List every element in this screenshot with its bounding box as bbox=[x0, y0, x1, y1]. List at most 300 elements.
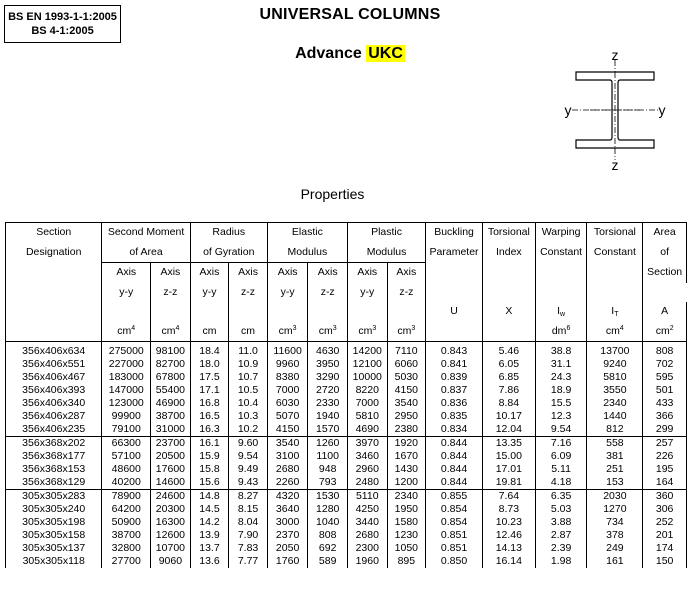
table-cell: 147000 bbox=[102, 384, 151, 397]
hdr-radius-2: of Gyration bbox=[190, 243, 267, 263]
table-cell: 16300 bbox=[151, 516, 191, 529]
table-cell: 9060 bbox=[151, 555, 191, 568]
table-cell: 9.43 bbox=[229, 476, 268, 490]
table-cell: 7.16 bbox=[535, 437, 587, 451]
table-cell: 66300 bbox=[102, 437, 151, 451]
hdr-torsional-constant-1: Torsional bbox=[587, 223, 643, 243]
table-cell: 24.3 bbox=[535, 371, 587, 384]
hdr-axis: Axis bbox=[308, 263, 348, 283]
table-cell: 5810 bbox=[587, 371, 643, 384]
table-cell: 4690 bbox=[347, 423, 387, 437]
hdr-sym-it: $I_T$ bbox=[587, 302, 643, 322]
table-cell: 1530 bbox=[308, 490, 348, 504]
standard-line-2: BS 4-1:2005 bbox=[31, 25, 94, 37]
hdr-area-3: Section bbox=[643, 263, 687, 283]
table-cell: 1040 bbox=[308, 516, 348, 529]
table-cell: 10.3 bbox=[229, 410, 268, 423]
table-cell: 10000 bbox=[347, 371, 387, 384]
table-cell: 17.1 bbox=[190, 384, 229, 397]
unit-cm4: $cm^4$ bbox=[587, 322, 643, 342]
table-cell: 11.0 bbox=[229, 342, 268, 359]
table-cell: 98100 bbox=[151, 342, 191, 359]
table-cell: 0.844 bbox=[426, 437, 483, 451]
header-row-2 bbox=[6, 243, 687, 263]
table-cell: 1960 bbox=[347, 555, 387, 568]
table-cell: 257 bbox=[643, 437, 687, 451]
table-cell: 14.5 bbox=[190, 503, 229, 516]
table-cell: 1760 bbox=[267, 555, 308, 568]
table-cell: 14200 bbox=[347, 342, 387, 359]
subtitle-highlight: UKC bbox=[368, 45, 403, 62]
table-cell: 10.23 bbox=[482, 516, 535, 529]
table-cell: 0.836 bbox=[426, 397, 483, 410]
table-cell: 31000 bbox=[151, 423, 191, 437]
table-cell: 3460 bbox=[347, 450, 387, 463]
table-cell: 0.843 bbox=[426, 342, 483, 359]
unit-cm4: $cm^4$ bbox=[102, 322, 151, 342]
hdr-buckling-2: Parameter bbox=[426, 243, 483, 263]
hdr-area-1: Area bbox=[643, 223, 687, 243]
hdr-buckling-1: Buckling bbox=[426, 223, 483, 243]
table-cell: 6.09 bbox=[535, 450, 587, 463]
y-right-label: y bbox=[658, 102, 666, 118]
table-cell: 12.04 bbox=[482, 423, 535, 437]
hdr-axis: Axis bbox=[267, 263, 308, 283]
table-cell: 0.841 bbox=[426, 358, 483, 371]
section-designation-cell: 305x305x283 bbox=[6, 490, 102, 504]
table-cell: 2340 bbox=[587, 397, 643, 410]
section-designation-cell: 356x368x177 bbox=[6, 450, 102, 463]
section-designation-cell: 356x406x551 bbox=[6, 358, 102, 371]
table-cell: 17.01 bbox=[482, 463, 535, 476]
table-cell: 64200 bbox=[102, 503, 151, 516]
table-cell: 8.15 bbox=[229, 503, 268, 516]
table-cell: 7.64 bbox=[482, 490, 535, 504]
header-row-3 bbox=[6, 263, 687, 283]
table-cell: 1940 bbox=[308, 410, 348, 423]
table-cell: 13.9 bbox=[190, 529, 229, 542]
section-designation-cell: 356x406x467 bbox=[6, 371, 102, 384]
table-cell: 12100 bbox=[347, 358, 387, 371]
table-cell: 0.850 bbox=[426, 555, 483, 568]
page-title: UNIVERSAL COLUMNS bbox=[259, 6, 441, 23]
table-cell: 13.35 bbox=[482, 437, 535, 451]
section-designation-cell: 356x406x393 bbox=[6, 384, 102, 397]
table-cell: 15.8 bbox=[190, 463, 229, 476]
table-cell: 5.11 bbox=[535, 463, 587, 476]
table-cell: 0.844 bbox=[426, 450, 483, 463]
table-cell: 2720 bbox=[308, 384, 348, 397]
table-row bbox=[6, 358, 687, 371]
table-cell: 174 bbox=[643, 542, 687, 555]
table-cell: 3970 bbox=[347, 437, 387, 451]
table-cell: 9.54 bbox=[229, 450, 268, 463]
section-designation-cell: 305x305x198 bbox=[6, 516, 102, 529]
table-cell: 20300 bbox=[151, 503, 191, 516]
table-cell: 2.39 bbox=[535, 542, 587, 555]
table-cell: 13.7 bbox=[190, 542, 229, 555]
table-row bbox=[6, 450, 687, 463]
table-cell: 7000 bbox=[267, 384, 308, 397]
table-cell: 3.88 bbox=[535, 516, 587, 529]
hdr-axis: Axis bbox=[347, 263, 387, 283]
table-cell: 183000 bbox=[102, 371, 151, 384]
hdr-torsional-index-1: Torsional bbox=[482, 223, 535, 243]
hdr-yy: y-y bbox=[267, 283, 308, 303]
table-cell: 15.00 bbox=[482, 450, 535, 463]
table-cell: 9.49 bbox=[229, 463, 268, 476]
hdr-zz: z-z bbox=[151, 283, 191, 303]
properties-table bbox=[5, 222, 687, 568]
unit-cm3: $cm^3$ bbox=[267, 322, 308, 342]
table-cell: 9.60 bbox=[229, 437, 268, 451]
properties-label: Properties bbox=[300, 186, 365, 202]
table-cell: 1920 bbox=[387, 437, 426, 451]
table-cell: 5110 bbox=[347, 490, 387, 504]
table-cell: 8380 bbox=[267, 371, 308, 384]
table-cell: 0.851 bbox=[426, 542, 483, 555]
table-cell: 1570 bbox=[308, 423, 348, 437]
hdr-yy: y-y bbox=[102, 283, 151, 303]
unit-cm4: $cm^4$ bbox=[151, 322, 191, 342]
table-cell: 10.9 bbox=[229, 358, 268, 371]
table-cell: 2.87 bbox=[535, 529, 587, 542]
hdr-sym-a: A bbox=[643, 302, 687, 322]
table-cell: 6.05 bbox=[482, 358, 535, 371]
table-cell: 8.27 bbox=[229, 490, 268, 504]
table-cell: 82700 bbox=[151, 358, 191, 371]
table-cell: 948 bbox=[308, 463, 348, 476]
table-cell: 78900 bbox=[102, 490, 151, 504]
table-cell: 10.2 bbox=[229, 423, 268, 437]
table-cell: 6.35 bbox=[535, 490, 587, 504]
table-cell: 6060 bbox=[387, 358, 426, 371]
table-cell: 67800 bbox=[151, 371, 191, 384]
table-cell: 50900 bbox=[102, 516, 151, 529]
section-designation-cell: 305x305x240 bbox=[6, 503, 102, 516]
table-row bbox=[6, 397, 687, 410]
table-cell: 7.83 bbox=[229, 542, 268, 555]
table-row bbox=[6, 342, 687, 359]
table-cell: 5070 bbox=[267, 410, 308, 423]
section-designation-cell: 356x406x634 bbox=[6, 342, 102, 359]
table-cell: 3950 bbox=[308, 358, 348, 371]
table-cell: 3640 bbox=[267, 503, 308, 516]
table-cell: 501 bbox=[643, 384, 687, 397]
table-cell: 14.2 bbox=[190, 516, 229, 529]
table-cell: 3440 bbox=[347, 516, 387, 529]
table-cell: 6.85 bbox=[482, 371, 535, 384]
table-cell: 0.851 bbox=[426, 529, 483, 542]
table-cell: 9.54 bbox=[535, 423, 587, 437]
y-left-label: y bbox=[564, 102, 572, 118]
hdr-axis: Axis bbox=[102, 263, 151, 283]
table-cell: 3550 bbox=[587, 384, 643, 397]
table-cell: 7.77 bbox=[229, 555, 268, 568]
table-cell: 38700 bbox=[151, 410, 191, 423]
table-cell: 8.73 bbox=[482, 503, 535, 516]
table-cell: 17600 bbox=[151, 463, 191, 476]
table-cell: 12.46 bbox=[482, 529, 535, 542]
table-cell: 10.4 bbox=[229, 397, 268, 410]
section-designation-cell: 305x305x118 bbox=[6, 555, 102, 568]
table-cell: 7.86 bbox=[482, 384, 535, 397]
table-cell: 378 bbox=[587, 529, 643, 542]
table-cell: 7.90 bbox=[229, 529, 268, 542]
table-cell: 2680 bbox=[347, 529, 387, 542]
table-cell: 249 bbox=[587, 542, 643, 555]
table-cell: 702 bbox=[643, 358, 687, 371]
table-cell: 16.3 bbox=[190, 423, 229, 437]
table-row bbox=[6, 423, 687, 437]
table-cell: 1270 bbox=[587, 503, 643, 516]
table-cell: 123000 bbox=[102, 397, 151, 410]
hdr-torsional-constant-2: Constant bbox=[587, 243, 643, 263]
table-row bbox=[6, 529, 687, 542]
table-cell: 252 bbox=[643, 516, 687, 529]
hdr-warping-2: Constant bbox=[535, 243, 587, 263]
hdr-sym-u: U bbox=[426, 302, 483, 322]
table-cell: 17.5 bbox=[190, 371, 229, 384]
table-cell: 1950 bbox=[387, 503, 426, 516]
table-row bbox=[6, 371, 687, 384]
table-row bbox=[6, 410, 687, 423]
table-cell: 7000 bbox=[347, 397, 387, 410]
table-cell: 10.5 bbox=[229, 384, 268, 397]
unit-cm3: $cm^3$ bbox=[308, 322, 348, 342]
table-cell: 1280 bbox=[308, 503, 348, 516]
table-cell: 3100 bbox=[267, 450, 308, 463]
table-cell: 2260 bbox=[267, 476, 308, 490]
hdr-axis: Axis bbox=[190, 263, 229, 283]
table-cell: 9960 bbox=[267, 358, 308, 371]
table-cell: 1430 bbox=[387, 463, 426, 476]
table-cell: 381 bbox=[587, 450, 643, 463]
table-cell: 3540 bbox=[387, 397, 426, 410]
table-cell: 808 bbox=[308, 529, 348, 542]
table-cell: 812 bbox=[587, 423, 643, 437]
table-cell: 366 bbox=[643, 410, 687, 423]
table-cell: 13700 bbox=[587, 342, 643, 359]
table-cell: 57100 bbox=[102, 450, 151, 463]
table-cell: 227000 bbox=[102, 358, 151, 371]
table-cell: 1440 bbox=[587, 410, 643, 423]
hdr-radius-1: Radius bbox=[190, 223, 267, 243]
table-cell: 2030 bbox=[587, 490, 643, 504]
table-cell: 48600 bbox=[102, 463, 151, 476]
table-cell: 8220 bbox=[347, 384, 387, 397]
hdr-zz: z-z bbox=[387, 283, 426, 303]
table-cell: 10.17 bbox=[482, 410, 535, 423]
table-cell: 15.6 bbox=[190, 476, 229, 490]
table-cell: 1230 bbox=[387, 529, 426, 542]
table-cell: 2300 bbox=[347, 542, 387, 555]
table-row bbox=[6, 476, 687, 490]
table-cell: 38700 bbox=[102, 529, 151, 542]
table-cell: 8.84 bbox=[482, 397, 535, 410]
table-cell: 15.9 bbox=[190, 450, 229, 463]
table-cell: 5030 bbox=[387, 371, 426, 384]
table-cell: 0.834 bbox=[426, 423, 483, 437]
table-cell: 0.844 bbox=[426, 476, 483, 490]
table-cell: 0.844 bbox=[426, 463, 483, 476]
hdr-axis: Axis bbox=[387, 263, 426, 283]
table-cell: 3000 bbox=[267, 516, 308, 529]
table-row bbox=[6, 503, 687, 516]
i-section-diagram bbox=[560, 48, 670, 172]
z-top-label: z bbox=[611, 48, 619, 63]
table-row bbox=[6, 490, 687, 504]
table-cell: 14.13 bbox=[482, 542, 535, 555]
table-cell: 16.1 bbox=[190, 437, 229, 451]
table-cell: 589 bbox=[308, 555, 348, 568]
unit-cm2: $cm^2$ bbox=[643, 322, 687, 342]
standard-line-1: BS EN 1993-1-1:2005 bbox=[8, 11, 117, 23]
table-cell: 2330 bbox=[308, 397, 348, 410]
table-cell: 14.8 bbox=[190, 490, 229, 504]
section-designation-cell: 356x406x287 bbox=[6, 410, 102, 423]
table-cell: 150 bbox=[643, 555, 687, 568]
table-cell: 23700 bbox=[151, 437, 191, 451]
unit-cm: cm bbox=[229, 322, 268, 342]
table-cell: 16.8 bbox=[190, 397, 229, 410]
table-cell: 3290 bbox=[308, 371, 348, 384]
hdr-elastic-1: Elastic bbox=[267, 223, 347, 243]
table-cell: 275000 bbox=[102, 342, 151, 359]
table-cell: 4.18 bbox=[535, 476, 587, 490]
subtitle-prefix: Advance bbox=[295, 45, 362, 62]
hdr-plastic-1: Plastic bbox=[347, 223, 425, 243]
hdr-sym-x: X bbox=[482, 302, 535, 322]
table-cell: 99900 bbox=[102, 410, 151, 423]
table-cell: 0.835 bbox=[426, 410, 483, 423]
table-cell: 2950 bbox=[387, 410, 426, 423]
table-cell: 13.6 bbox=[190, 555, 229, 568]
hdr-yy: y-y bbox=[190, 283, 229, 303]
table-cell: 2050 bbox=[267, 542, 308, 555]
table-cell: 299 bbox=[643, 423, 687, 437]
table-cell: 79100 bbox=[102, 423, 151, 437]
table-cell: 2370 bbox=[267, 529, 308, 542]
table-cell: 14600 bbox=[151, 476, 191, 490]
table-row bbox=[6, 516, 687, 529]
hdr-zz: z-z bbox=[308, 283, 348, 303]
table-cell: 5.03 bbox=[535, 503, 587, 516]
table-cell: 18.9 bbox=[535, 384, 587, 397]
table-cell: 18.4 bbox=[190, 342, 229, 359]
hdr-second-moment-2: of Area bbox=[102, 243, 190, 263]
table-cell: 4320 bbox=[267, 490, 308, 504]
unit-dm6: $dm^6$ bbox=[535, 322, 587, 342]
table-cell: 0.854 bbox=[426, 516, 483, 529]
table-cell: 692 bbox=[308, 542, 348, 555]
table-cell: 1580 bbox=[387, 516, 426, 529]
z-bottom-label: z bbox=[611, 157, 619, 172]
section-designation-cell: 305x305x158 bbox=[6, 529, 102, 542]
table-cell: 4150 bbox=[267, 423, 308, 437]
table-cell: 558 bbox=[587, 437, 643, 451]
table-row bbox=[6, 437, 687, 451]
header-row-5 bbox=[6, 302, 687, 322]
section-designation-cell: 356x368x202 bbox=[6, 437, 102, 451]
table-cell: 734 bbox=[587, 516, 643, 529]
table-cell: 24600 bbox=[151, 490, 191, 504]
table-cell: 433 bbox=[643, 397, 687, 410]
table-cell: 5.46 bbox=[482, 342, 535, 359]
section-designation-cell: 305x305x137 bbox=[6, 542, 102, 555]
table-cell: 4150 bbox=[387, 384, 426, 397]
table-cell: 15.5 bbox=[535, 397, 587, 410]
unit-cm3: $cm^3$ bbox=[387, 322, 426, 342]
table-row bbox=[6, 555, 687, 568]
hdr-yy: y-y bbox=[347, 283, 387, 303]
unit-cm3: $cm^3$ bbox=[347, 322, 387, 342]
table-cell: 153 bbox=[587, 476, 643, 490]
table-cell: 161 bbox=[587, 555, 643, 568]
table-cell: 38.8 bbox=[535, 342, 587, 359]
table-cell: 46900 bbox=[151, 397, 191, 410]
table-cell: 895 bbox=[387, 555, 426, 568]
section-designation-cell: 356x368x129 bbox=[6, 476, 102, 490]
table-cell: 40200 bbox=[102, 476, 151, 490]
table-cell: 11600 bbox=[267, 342, 308, 359]
hdr-elastic-2: Modulus bbox=[267, 243, 347, 263]
table-cell: 55400 bbox=[151, 384, 191, 397]
table-cell: 2960 bbox=[347, 463, 387, 476]
table-cell: 195 bbox=[643, 463, 687, 476]
section-designation-cell: 356x368x153 bbox=[6, 463, 102, 476]
hdr-warping-1: Warping bbox=[535, 223, 587, 243]
table-cell: 2340 bbox=[387, 490, 426, 504]
table-cell: 226 bbox=[643, 450, 687, 463]
hdr-torsional-index-2: Index bbox=[482, 243, 535, 263]
table-cell: 793 bbox=[308, 476, 348, 490]
table-cell: 10700 bbox=[151, 542, 191, 555]
hdr-sym-iw: $I_w$ bbox=[535, 302, 587, 322]
table-cell: 3540 bbox=[267, 437, 308, 451]
table-cell: 201 bbox=[643, 529, 687, 542]
table-cell: 5810 bbox=[347, 410, 387, 423]
hdr-zz: z-z bbox=[229, 283, 268, 303]
header-units-row bbox=[6, 322, 687, 342]
table-cell: 2380 bbox=[387, 423, 426, 437]
hdr-axis: Axis bbox=[229, 263, 268, 283]
hdr-second-moment-1: Second Moment bbox=[102, 223, 190, 243]
table-cell: 0.855 bbox=[426, 490, 483, 504]
table-cell: 12600 bbox=[151, 529, 191, 542]
table-cell: 1200 bbox=[387, 476, 426, 490]
table-cell: 808 bbox=[643, 342, 687, 359]
hdr-axis: Axis bbox=[151, 263, 191, 283]
table-cell: 10.7 bbox=[229, 371, 268, 384]
table-cell: 595 bbox=[643, 371, 687, 384]
table-cell: 1670 bbox=[387, 450, 426, 463]
header-row-1 bbox=[6, 223, 687, 243]
hdr-plastic-2: Modulus bbox=[347, 243, 425, 263]
table-cell: 9240 bbox=[587, 358, 643, 371]
table-cell: 1260 bbox=[308, 437, 348, 451]
table-cell: 2680 bbox=[267, 463, 308, 476]
table-cell: 27700 bbox=[102, 555, 151, 568]
hdr-area-2: of bbox=[643, 243, 687, 263]
table-cell: 18.0 bbox=[190, 358, 229, 371]
table-cell: 360 bbox=[643, 490, 687, 504]
unit-cm: cm bbox=[190, 322, 229, 342]
table-cell: 164 bbox=[643, 476, 687, 490]
table-cell: 16.5 bbox=[190, 410, 229, 423]
table-cell: 20500 bbox=[151, 450, 191, 463]
table-cell: 16.14 bbox=[482, 555, 535, 568]
